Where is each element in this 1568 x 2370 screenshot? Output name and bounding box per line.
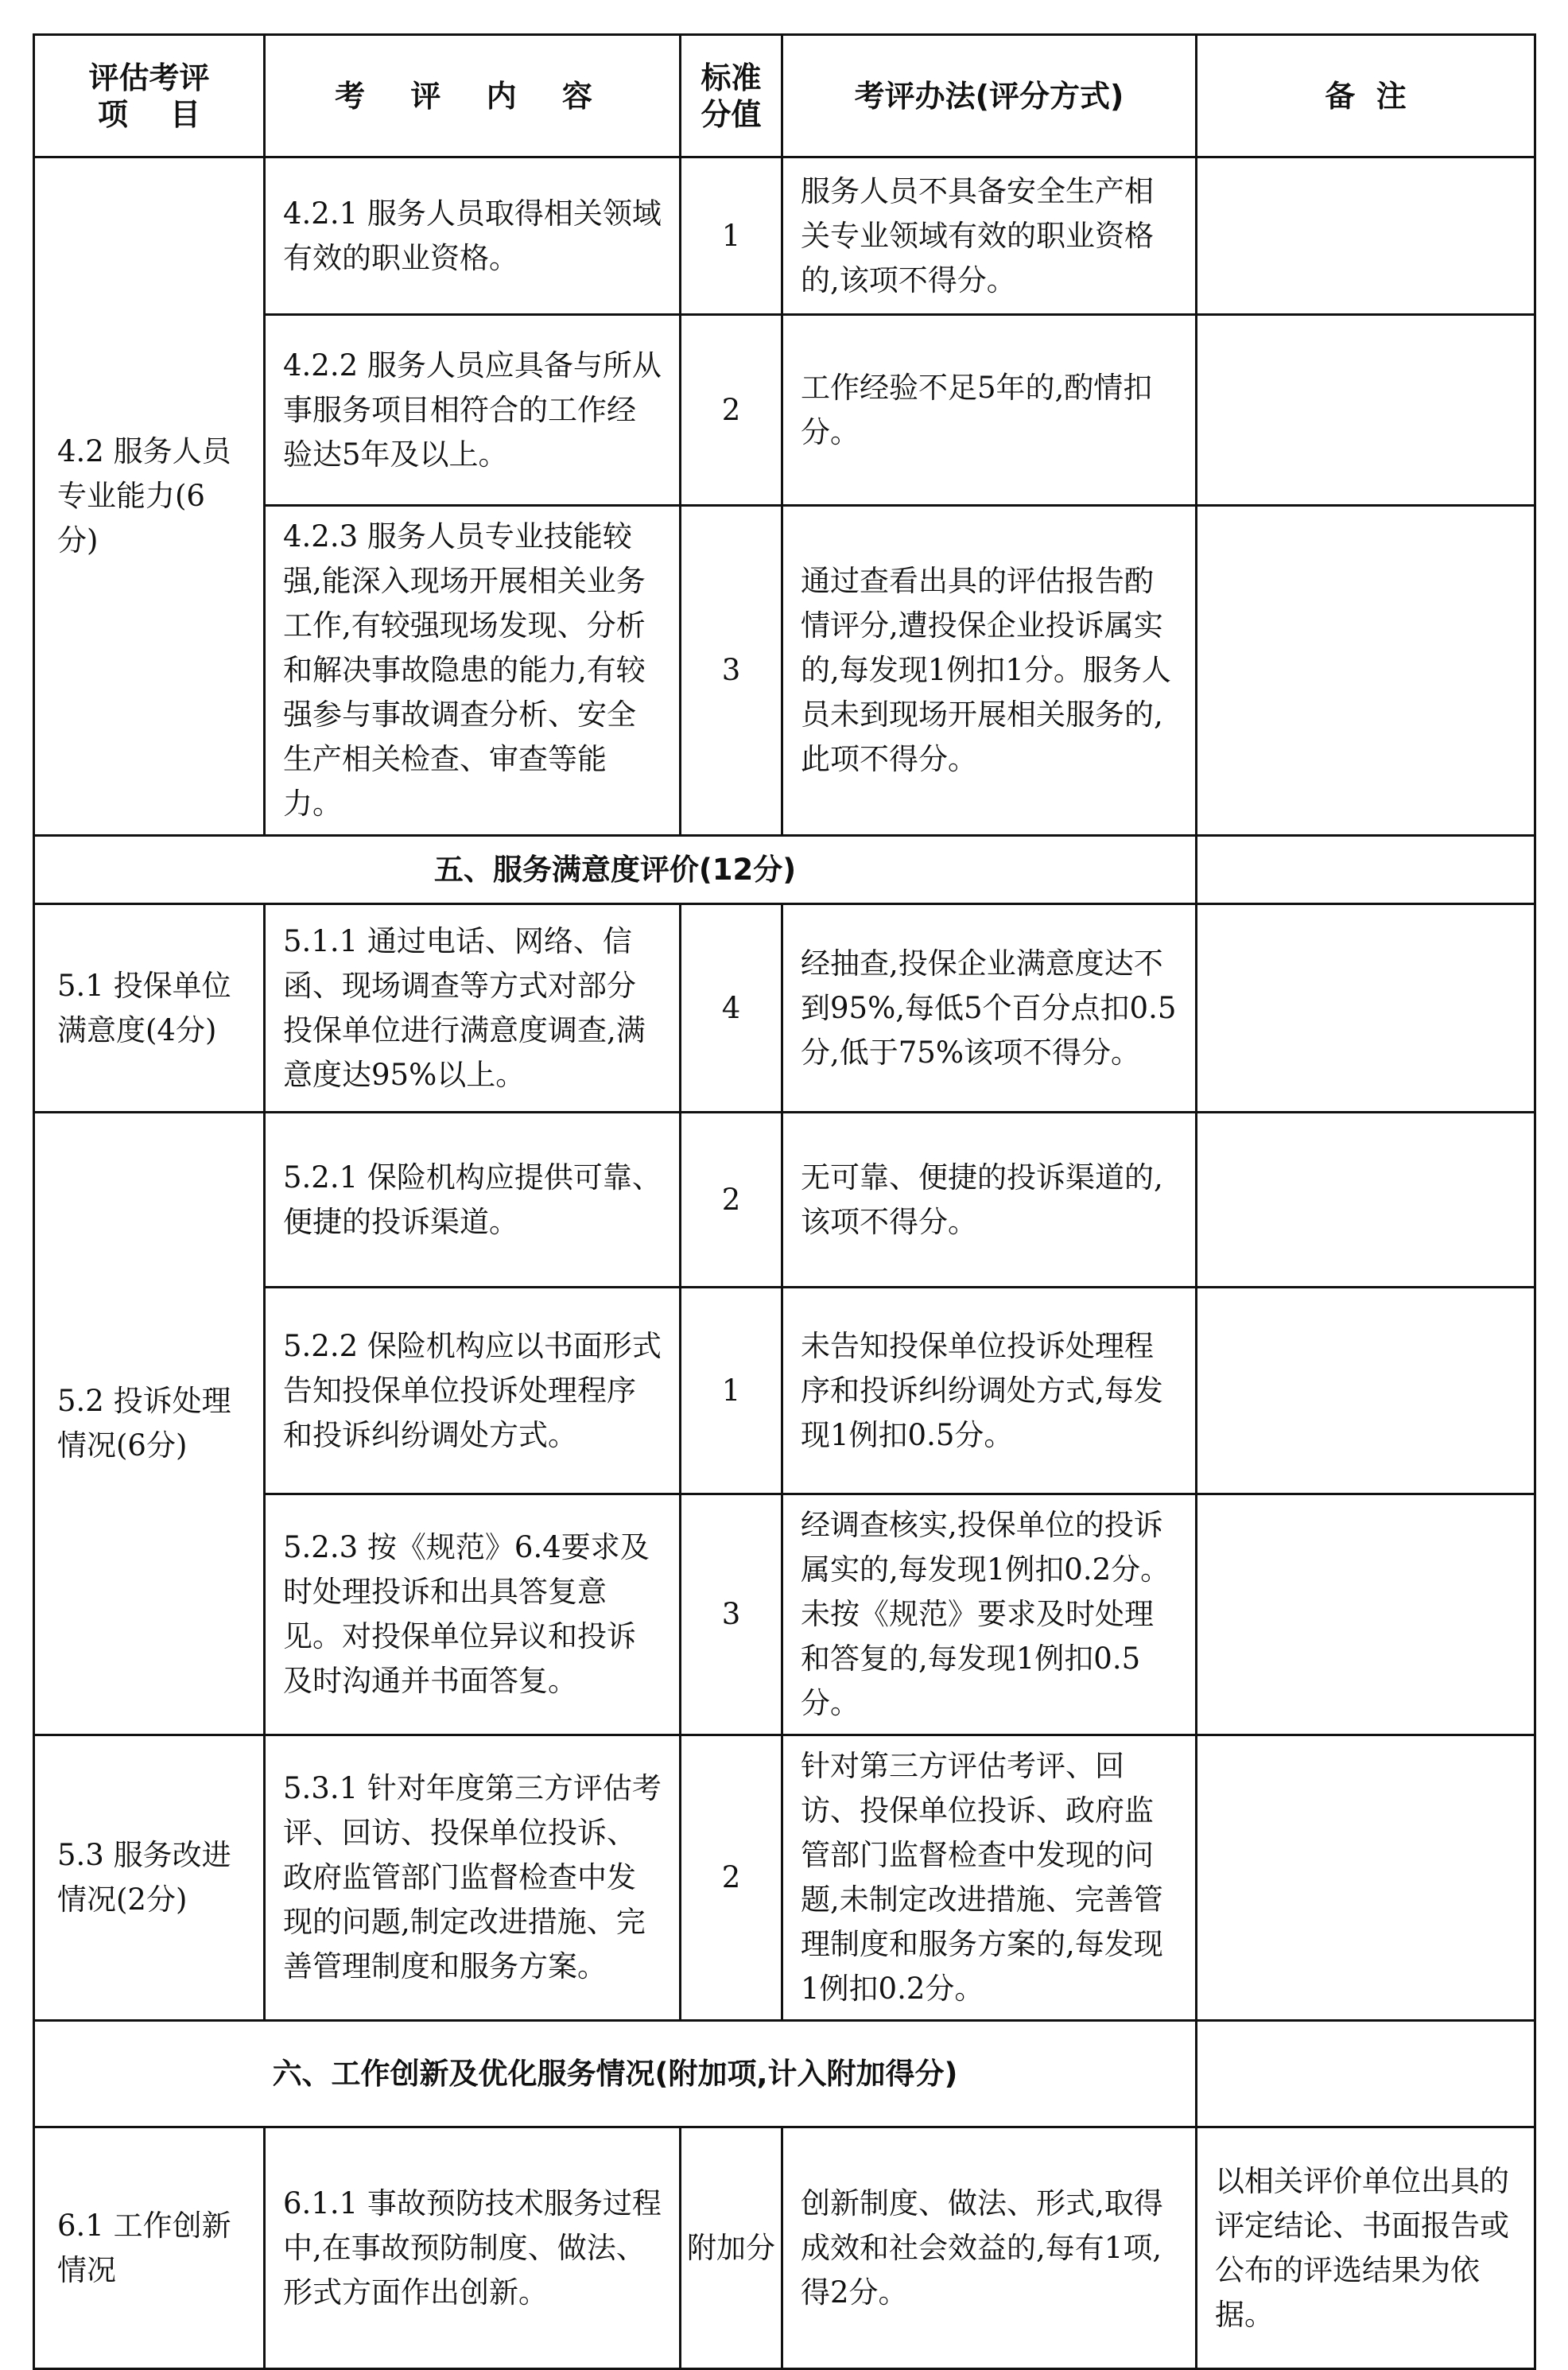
score-cell: 3 <box>681 506 782 836</box>
header-row <box>34 35 1535 157</box>
item-cell: 4.2 服务人员专业能力(6分) <box>34 157 265 836</box>
content-cell: 5.1.1 通过电话、网络、信函、现场调查等方式对部分投保单位进行满意度调查,满意度达95%以上。 <box>265 904 681 1113</box>
score-cell: 3 <box>681 1494 782 1735</box>
section-title: 五、服务满意度评价(12分) <box>34 836 1197 904</box>
note-cell <box>1197 1735 1535 2021</box>
note-cell <box>1197 157 1535 315</box>
note-cell <box>1197 1113 1535 1288</box>
method-cell: 创新制度、做法、形式,取得成效和社会效益的,每有1项,得2分。 <box>782 2127 1197 2369</box>
header-score-line1: 标准 <box>701 60 762 95</box>
content-cell: 6.1.1 事故预防技术服务过程中,在事故预防制度、做法、形式方面作出创新。 <box>265 2127 681 2369</box>
note-cell <box>1197 2021 1535 2127</box>
item-cell: 5.3 服务改进情况(2分) <box>34 1735 265 2021</box>
header-score <box>681 35 782 157</box>
score-cell: 4 <box>681 904 782 1113</box>
score-cell: 2 <box>681 1113 782 1288</box>
method-cell: 经抽查,投保企业满意度达不到95%,每低5个百分点扣0.5分,低于75%该项不得分。 <box>782 904 1197 1113</box>
header-content: 考 评 内 容 <box>265 35 681 157</box>
score-cell: 1 <box>681 1288 782 1494</box>
table-row <box>34 1113 1535 1288</box>
score-cell: 附加分 <box>681 2127 782 2369</box>
method-cell: 经调查核实,投保单位的投诉属实的,每发现1例扣0.2分。未按《规范》要求及时处理和答复的,每发现1例扣0.5分。 <box>782 1494 1197 1735</box>
note-cell <box>1197 836 1535 904</box>
note-cell <box>1197 506 1535 836</box>
table-row <box>34 2127 1535 2369</box>
header-method: 考评办法(评分方式) <box>782 35 1197 157</box>
method-cell: 无可靠、便捷的投诉渠道的,该项不得分。 <box>782 1113 1197 1288</box>
content-cell: 5.2.3 按《规范》6.4要求及时处理投诉和出具答复意见。对投保单位异议和投诉及时沟通并书面答复。 <box>265 1494 681 1735</box>
method-cell: 未告知投保单位投诉处理程序和投诉纠纷调处方式,每发现1例扣0.5分。 <box>782 1288 1197 1494</box>
method-cell: 针对第三方评估考评、回访、投保单位投诉、政府监管部门监督检查中发现的问题,未制定改进措施、完善管理制度和服务方案的,每发现1例扣0.2分。 <box>782 1735 1197 2021</box>
note-cell: 以相关评价单位出具的评定结论、书面报告或公布的评选结果为依据。 <box>1197 2127 1535 2369</box>
note-cell <box>1197 904 1535 1113</box>
content-cell: 4.2.2 服务人员应具备与所从事服务项目相符合的工作经验达5年及以上。 <box>265 315 681 506</box>
header-item-line2: 项 目 <box>98 96 200 132</box>
content-cell: 5.2.1 保险机构应提供可靠、便捷的投诉渠道。 <box>265 1113 681 1288</box>
score-cell: 2 <box>681 1735 782 2021</box>
section-row <box>34 2021 1535 2127</box>
section-title: 六、工作创新及优化服务情况(附加项,计入附加得分) <box>34 2021 1197 2127</box>
note-cell <box>1197 1494 1535 1735</box>
method-cell: 通过查看出具的评估报告酌情评分,遭投保企业投诉属实的,每发现1例扣1分。服务人员未到现场开展相关服务的,此项不得分。 <box>782 506 1197 836</box>
table-row <box>34 1735 1535 2021</box>
score-cell: 2 <box>681 315 782 506</box>
item-cell: 6.1 工作创新情况 <box>34 2127 265 2369</box>
header-score-line2: 分值 <box>701 96 762 132</box>
section-row <box>34 836 1535 904</box>
content-cell: 5.2.2 保险机构应以书面形式告知投保单位投诉处理程序和投诉纠纷调处方式。 <box>265 1288 681 1494</box>
content-cell: 4.2.3 服务人员专业技能较强,能深入现场开展相关业务工作,有较强现场发现、分析和解决事故隐患的能力,有较强参与事故调查分析、安全生产相关检查、审查等能力。 <box>265 506 681 836</box>
content-cell: 5.3.1 针对年度第三方评估考评、回访、投保单位投诉、政府监管部门监督检查中发现的问题,制定改进措施、完善管理制度和服务方案。 <box>265 1735 681 2021</box>
content-cell: 4.2.1 服务人员取得相关领域有效的职业资格。 <box>265 157 681 315</box>
item-cell: 5.1 投保单位满意度(4分) <box>34 904 265 1113</box>
note-cell <box>1197 1288 1535 1494</box>
table-row <box>34 157 1535 315</box>
note-cell <box>1197 315 1535 506</box>
header-note: 备 注 <box>1197 35 1535 157</box>
method-cell: 工作经验不足5年的,酌情扣分。 <box>782 315 1197 506</box>
header-item <box>34 35 265 157</box>
evaluation-table <box>33 33 1536 2370</box>
score-cell: 1 <box>681 157 782 315</box>
table-row <box>34 904 1535 1113</box>
header-item-line1: 评估考评 <box>88 60 210 95</box>
method-cell: 服务人员不具备安全生产相关专业领域有效的职业资格的,该项不得分。 <box>782 157 1197 315</box>
item-cell: 5.2 投诉处理情况(6分) <box>34 1113 265 1735</box>
